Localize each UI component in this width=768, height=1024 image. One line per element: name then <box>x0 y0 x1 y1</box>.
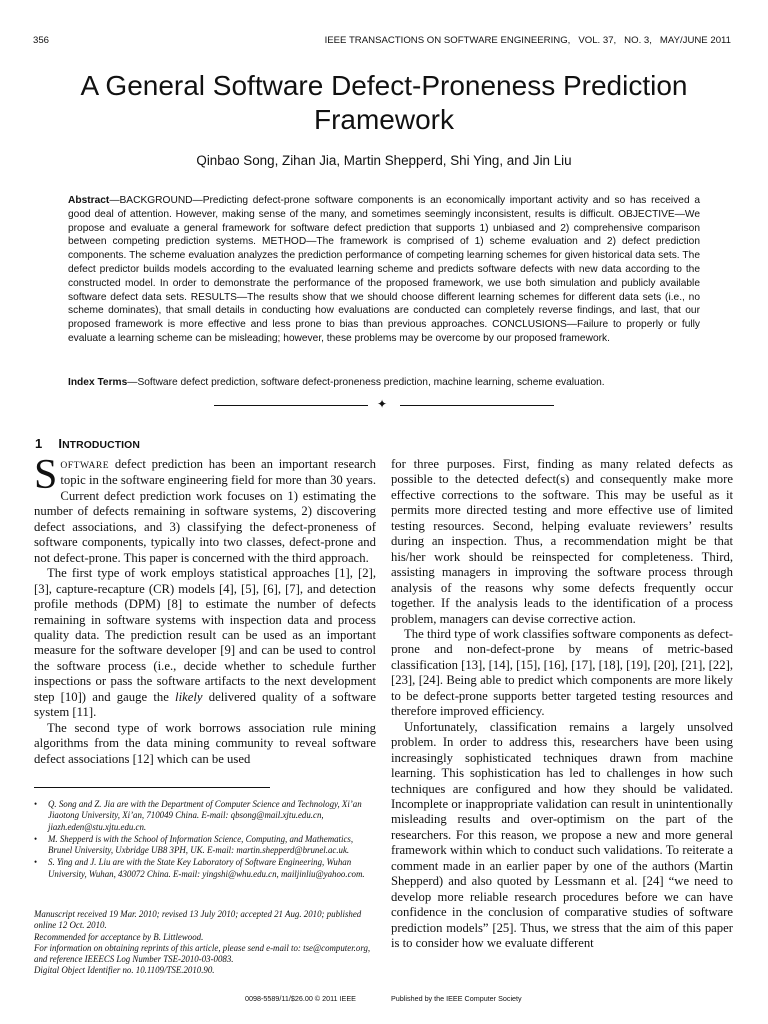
divider-line-right <box>400 405 554 406</box>
footnote-item <box>34 799 376 833</box>
affiliation-footnotes <box>34 799 376 881</box>
paragraph-text: delivered quality of a software system [11]. <box>34 689 376 720</box>
index-terms-text: —Software defect prediction, software defect-proneness prediction, machine learning, scheme evaluation. <box>127 377 605 388</box>
recommended-by: Recommended for acceptance by B. Littlewood. <box>34 931 204 942</box>
section-title-initial: I <box>58 436 63 451</box>
paragraph-text: defect prediction has been an important research topic in the software engineering field for more than 30 years. Current defect prediction work focuses on 1) estimating the number of defects remaining in software systems, 2) discovering defect associations, and 3) classifying the defect-proneness of software components, typically into two classes, defect-prone and not defect-prone. This paper is concerned with the third approach. <box>34 457 376 565</box>
reprint-info: For information on obtaining reprints of this article, please send e-mail to: tse@computer.org, and reference IEEECS Log Number TSE-2010-03-0083. <box>34 942 371 965</box>
index-terms-label: Index Terms <box>68 377 128 388</box>
author-list: Qinbao Song, Zihan Jia, Martin Shepperd, Shi Ying, and Jin Liu <box>196 153 572 168</box>
footnote-text: Q. Song and Z. Jia are with the Department of Computer Science and Technology, Xi’an Jiaotong University, Xi’an, 710049 China. E-mail: qbsong@mail.xjtu.edu.cn, jiazh.eden@stu.xjtu.edu.cn. <box>48 799 362 832</box>
running-header <box>33 35 731 49</box>
copyright-footer: 0098-5589/11/$26.00 © 2011 IEEE <box>245 994 356 1003</box>
intro-paragraph-5: The third type of work classifies software components as defect-prone and non-defect-prone by means of metric-based classification [13], [14], [15], [16], [17], [18], [19], [20], [21], [22], [23], [24]. Being able to predict which components are more likely to be defect-prone supports better targeted testing resources and therefore improved efficiency. <box>391 626 733 719</box>
footnote-item <box>34 857 376 880</box>
intro-paragraph-2 <box>34 566 376 721</box>
divider-ornament-icon: ✦ <box>377 397 388 411</box>
intro-paragraph-4: for three purposes. First, finding as many related defects as possible to the detected defect(s) and consequently make more effective corrections to the software. This may be useful as it permits more directed testing and more effective use of limited testing resources. Second, helping evaluate reviewers’ results during an inspection. Thus, a recommendation might be that his/her work should be reinspected for completeness. Third, assisting managers in improving the software process through analysis of the reasons why some defects frequently occur together. If the analysis leads to the identification of a process problem, managers can devise corrective action. <box>391 457 733 626</box>
footnote-text: S. Ying and J. Liu are with the State Key Laboratory of Software Engineering, Wuhan University, Wuhan, 430072 China. E-mail: yingshi@whu.edu.cn, mailjinliu@yahoo.com. <box>48 857 365 879</box>
bullet-icon: • <box>34 857 38 868</box>
emphasis-text: likely <box>175 689 203 704</box>
paper-title: A General Software Defect-Proneness Prediction Framework <box>80 70 688 135</box>
footnote-text: M. Shepperd is with the School of Information Science, Computing, and Mathematics, Brunel University, Uxbridge UB8 3PH, UK. E-mail: martin.shepperd@brunel.ac.uk. <box>48 833 354 856</box>
drop-cap: S <box>34 452 58 498</box>
index-terms <box>68 376 700 390</box>
section-heading <box>35 436 140 451</box>
page-number: 356 <box>33 35 50 46</box>
section-number: 1 <box>35 436 43 451</box>
manuscript-dates: Manuscript received 19 Mar. 2010; revised 13 July 2010; accepted 21 Aug. 2010; published online 12 Oct. 2010. <box>34 909 362 931</box>
left-column <box>34 452 376 767</box>
section-title-rest: NTRODUCTION <box>62 440 140 451</box>
abstract-label: Abstract <box>68 195 110 206</box>
intro-paragraph-1 <box>34 452 376 566</box>
right-column <box>391 457 733 952</box>
bullet-icon: • <box>34 799 38 809</box>
divider-line-left <box>214 405 368 406</box>
manuscript-info <box>34 909 376 977</box>
intro-paragraph-6: Unfortunately, classification remains a largely unsolved problem. In order to address this, researchers have been using increasingly sophisticated techniques drawn from machine learning. This sophistication has led to challenges in how such techniques are configured and how they should be validated. Incomplete or inappropriate validation can result in unintentionally misleading results and over-optimism on the part of the researchers. For this reason, we propose a new and more general framework within which to conduct such validations. To reiterate a comment made in an earlier paper by one of the authors (Martin Shepperd) and also quoted by Lessmann et al. [24] “we need to develop more reliable research procedures before we can have confidence in the conclusion of comparative studies of software prediction models” [25]. Thus, we stress that the aim of this paper is to consider how we evaluate different <box>391 719 733 951</box>
publisher-footer: Published by the IEEE Computer Society <box>391 994 522 1003</box>
paragraph-text: The first type of work employs statistical approaches [1], [2], [3], capture-recapture (CR) models [4], [5], [6], [7], and detection profile methods (DPM) [8] to estimate the number of defects remaining in software systems with inspection data and process quality data. The prediction result can be used as an important measure for the software developer [9] and can be used to control the software process (i.e., decide whether to schedule further inspections or pass the software artifacts to the next development step [10]) and gauge the <box>34 566 376 704</box>
abstract-text: —BACKGROUND—Predicting defect-prone software components is an economically important activity and so has received a good deal of attention. However, making sense of the many, and sometimes seemingly inconsistent, results is difficult. OBJECTIVE—We propose and evaluate a general framework for software defect prediction that supports 1) unbiased and 2) comprehensive comparison between competing prediction systems. METHOD—The framework is comprised of 1) scheme evaluation and 2) defect prediction components. The scheme evaluation analyzes the prediction performance of competing learning schemes for given historical data sets. The defect predictor builds models according to the evaluated learning scheme and predicts software defects with new data according to the constructed model. In order to demonstrate the performance of the proposed framework, we use both simulation and publicly available software defect data sets. RESULTS—The results show that we should choose different learning schemes for different data sets (i.e., no scheme dominates), that small details in conducting how evaluations are conducted can completely reverse findings, and last, that our proposed framework is more effective and less prone to bias than previous approaches. CONCLUSIONS—Failure to properly or fully evaluate a learning scheme can be misleading; however, these problems may be overcome by our proposed framework. <box>68 195 700 344</box>
bullet-icon: • <box>34 833 38 844</box>
footnote-item <box>34 834 376 857</box>
small-caps-lead: OFTWARE <box>60 460 110 471</box>
section-divider <box>214 398 554 412</box>
intro-paragraph-3: The second type of work borrows association rule mining algorithms from the data mining community to reveal software defect associations [12] which can be used <box>34 720 376 766</box>
abstract <box>68 194 700 346</box>
footnote-rule <box>34 787 270 788</box>
journal-citation: IEEE TRANSACTIONS ON SOFTWARE ENGINEERING, VOL. 37, NO. 3, MAY/JUNE 2011 <box>324 35 731 46</box>
doi: Digital Object Identifier no. 10.1109/TSE.2010.90. <box>34 965 215 976</box>
